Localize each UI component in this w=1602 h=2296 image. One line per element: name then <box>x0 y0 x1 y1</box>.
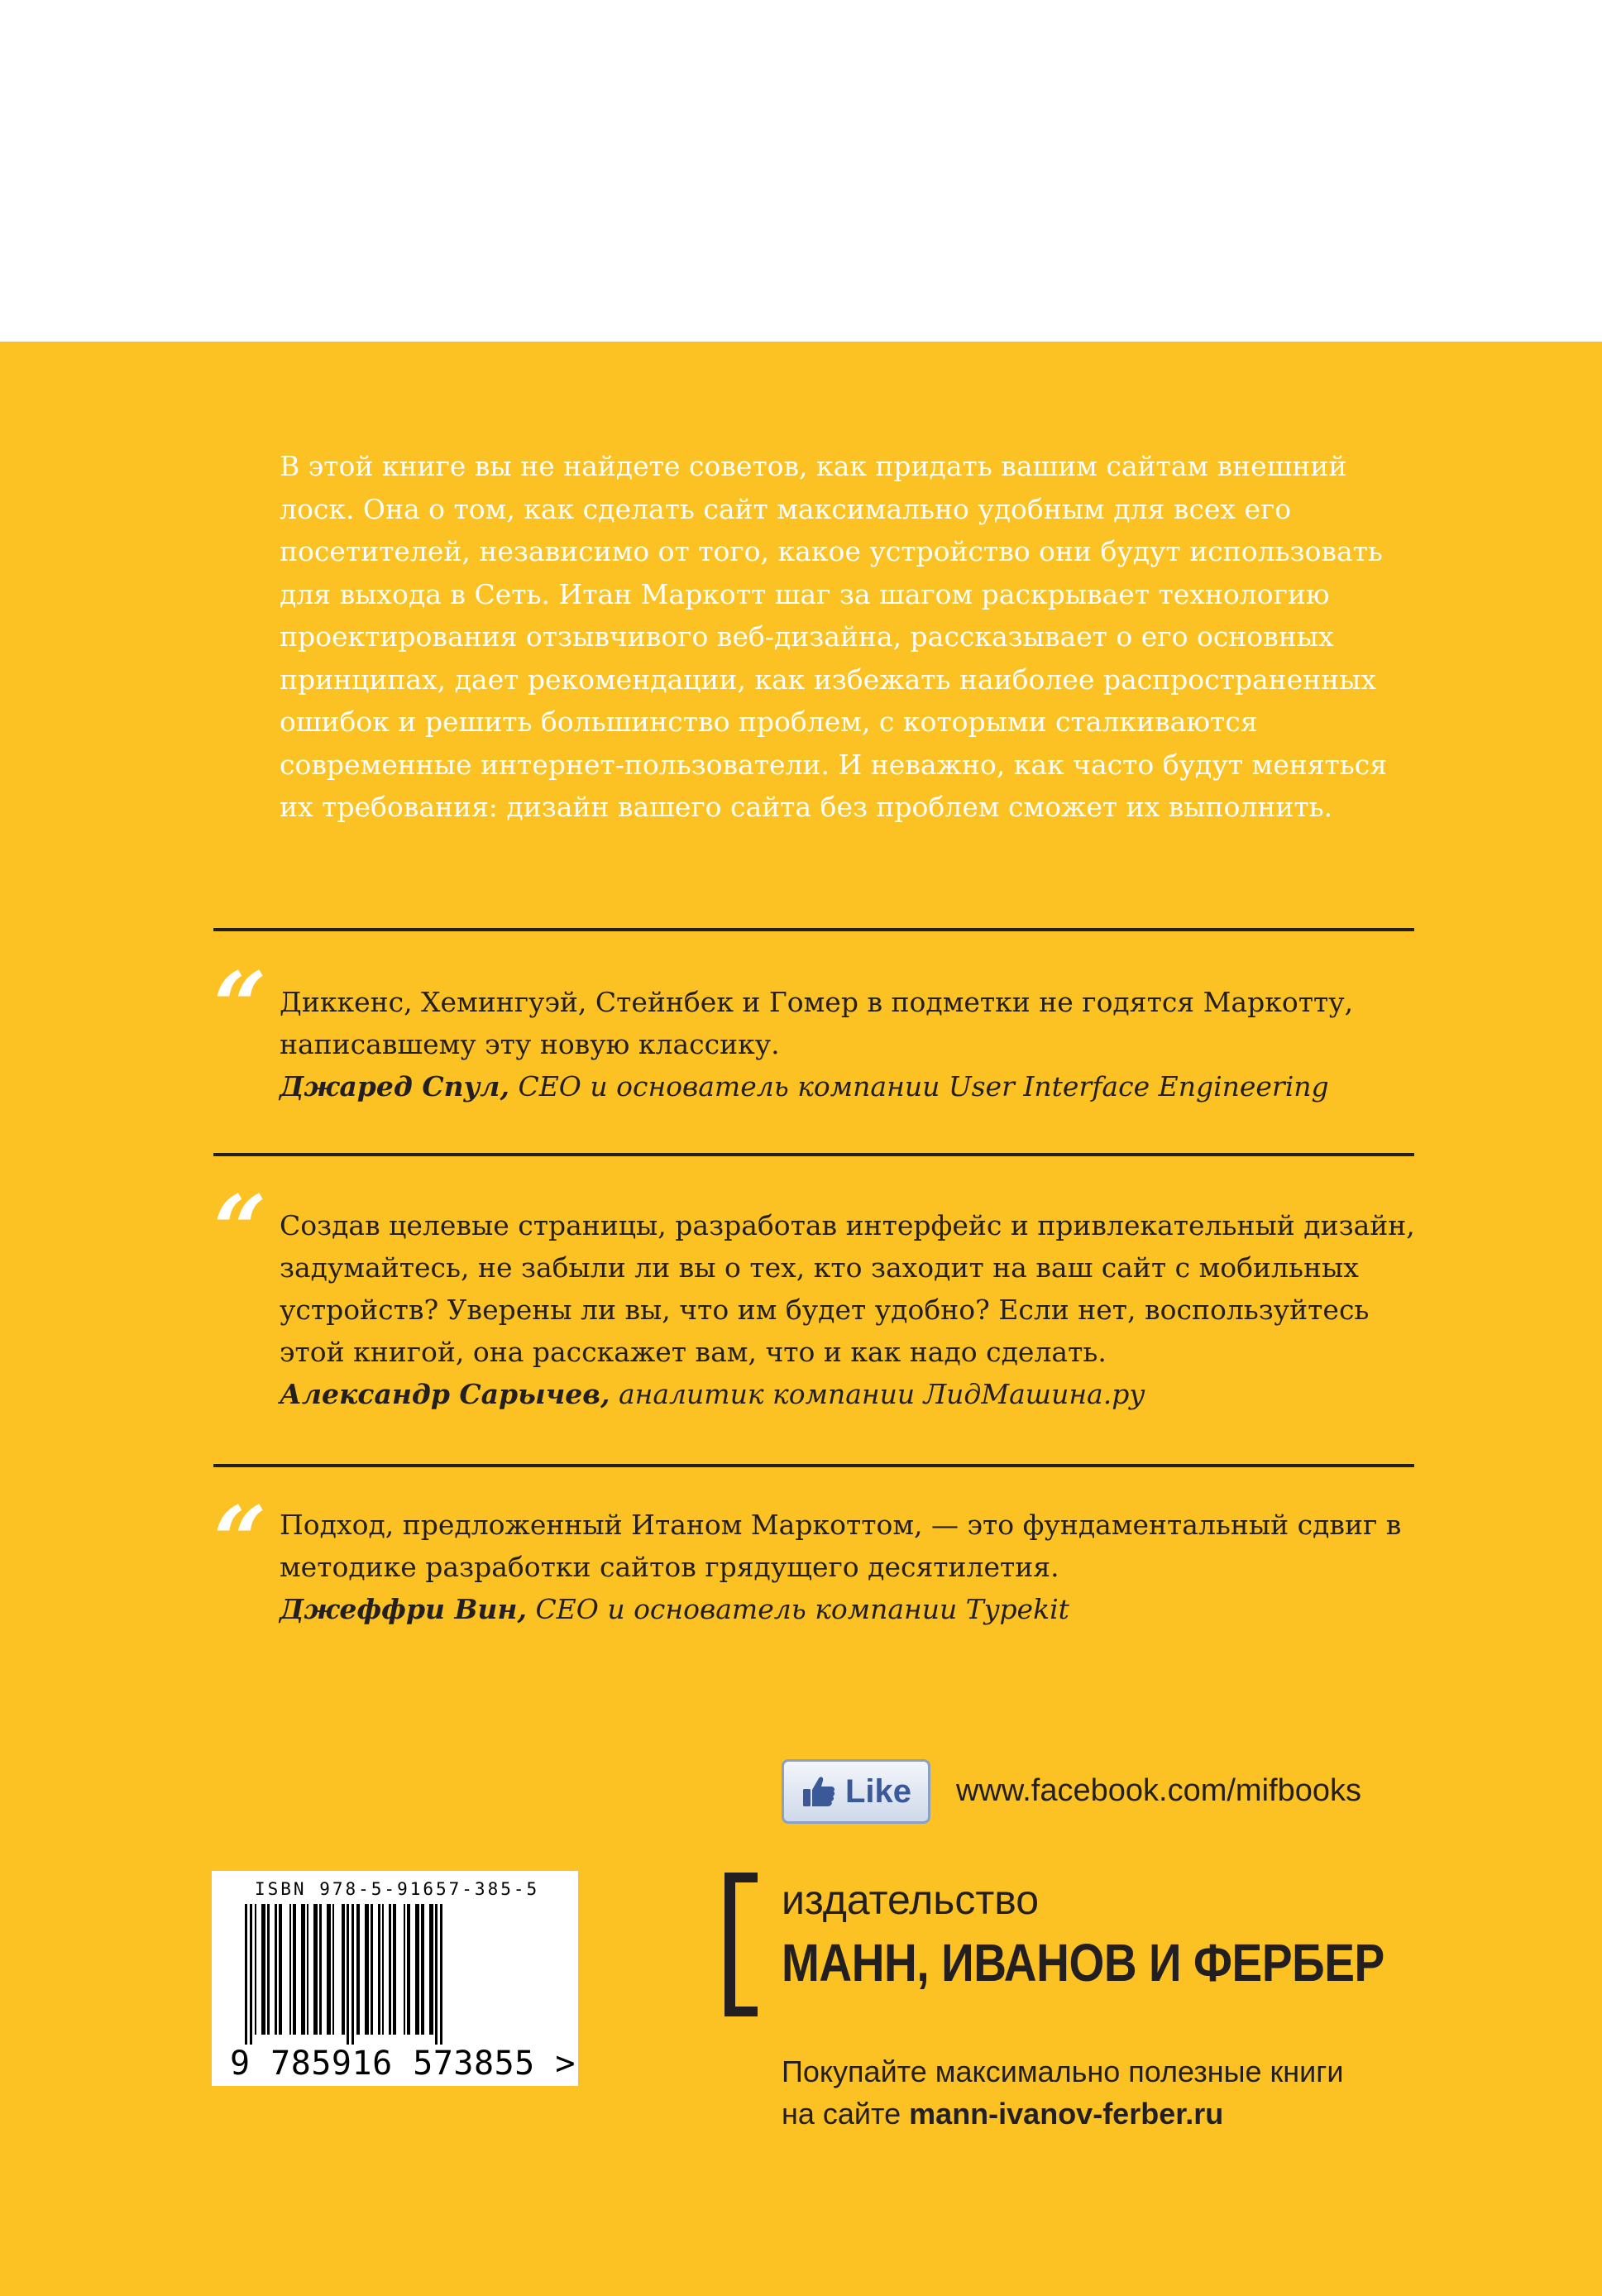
barcode-bar <box>389 1904 391 2035</box>
barcode-bar <box>440 1904 442 2045</box>
barcode-bar <box>365 1904 369 2035</box>
white-margin <box>0 0 1602 342</box>
publisher-site-link[interactable]: mann-ivanov-ferber.ru <box>909 2097 1224 2131</box>
barcode-bar <box>347 1904 349 2045</box>
barcode-bar <box>371 1904 373 2035</box>
review-author-role: CEO и основатель компании User Interface Engineering <box>518 1070 1329 1103</box>
review-author-role: аналитик компании ЛидМашина.ру <box>618 1378 1145 1410</box>
barcode-bar <box>275 1904 277 2035</box>
barcode-bar <box>289 1904 291 2035</box>
barcode-bar <box>415 1904 419 2035</box>
barcode-bar <box>327 1904 331 2035</box>
barcode-bar <box>255 1904 256 2035</box>
divider-line <box>213 1153 1414 1156</box>
isbn-barcode <box>212 1871 578 2086</box>
review-quote <box>280 1204 1421 1415</box>
barcode-bar <box>404 1904 405 2035</box>
bracket-logo <box>724 1873 758 2016</box>
barcode-bar <box>301 1904 305 2035</box>
barcode-bar <box>267 1904 270 2035</box>
barcode-bar <box>250 1904 252 2045</box>
barcode-bar <box>313 1904 318 2035</box>
facebook-url[interactable]: www.facebook.com/mifbooks <box>956 1773 1361 1808</box>
divider-line <box>213 1464 1414 1467</box>
barcode-bar <box>351 1904 354 2045</box>
barcode-bar <box>261 1904 265 2035</box>
barcode-bar <box>382 1904 384 2035</box>
facebook-like-button[interactable] <box>782 1759 930 1824</box>
quote-mark-icon: “ <box>213 953 267 1061</box>
review-author: Александр Сарычев, <box>280 1378 610 1410</box>
book-description: В этой книге вы не найдете советов, как придать вашим сайтам внешний лоск. Она о том, как сделать сайт максимально удобным для всех его посетителей, независимо от того, какое устройство они будут использовать для выхода в Сеть. Итан Маркотт шаг за шагом раскрывает технологию проектирования отзывчивого веб-дизайна, рассказывает о его основных принципах, дает рекомендации, как избежать наиболее распространенных ошибок и решить большинство проблем, с которыми сталкиваются современные интернет-пользователи. И неважно, как часто будут меняться их требования: дизайн вашего сайта без проблем сможет их выполнить. <box>280 450 1388 823</box>
review-attribution <box>280 1065 1421 1107</box>
quote-mark-icon: “ <box>213 1487 267 1595</box>
barcode-bar <box>307 1904 308 2035</box>
like-label: Like <box>844 1772 912 1810</box>
barcode-bar <box>421 1904 424 2035</box>
barcode-bar <box>407 1904 410 2035</box>
quote-mark-icon: “ <box>213 1176 267 1284</box>
review-author-role: CEO и основатель компании Typekit <box>535 1593 1069 1625</box>
buy-site-line <box>782 2097 1223 2131</box>
review-text: Диккенс, Хемингуэй, Стейнбек и Гомер в подметки не годятся Маркотту, написавшему эту новую классику. <box>280 986 1354 1060</box>
review-quote <box>280 1504 1421 1630</box>
barcode-bar <box>279 1904 282 2035</box>
barcode-bar <box>332 1904 334 2035</box>
review-author: Джаред Спул, <box>280 1070 509 1103</box>
barcode-bar <box>319 1904 322 2035</box>
publisher-name: МАНН, ИВАНОВ И ФЕРБЕР <box>782 1933 1384 1992</box>
isbn-number: ISBN 978-5-91657-385-5 <box>255 1879 540 1899</box>
barcode-bar <box>356 1904 360 2035</box>
barcode-bar <box>378 1904 380 2035</box>
review-quote <box>280 981 1421 1107</box>
review-text: Создав целевые страницы, разработав интерфейс и привлекательный дизайн, задумайтесь, не забыли ли вы о тех, кто заходит на ваш сайт с мобильных устройств? Уверены ли вы, что им будет удобно? Если нет, воспользуйтесь этой книгой, она расскажет вам, что и как надо сделать. <box>280 1209 1415 1368</box>
barcode-bar <box>245 1904 247 2045</box>
buy-prefix: на сайте <box>782 2097 901 2131</box>
barcode-bar <box>435 1904 438 2045</box>
review-attribution <box>280 1588 1421 1630</box>
buy-line: Покупайте максимально полезные книги <box>782 2054 1344 2088</box>
divider-line <box>213 928 1414 931</box>
barcode-bar <box>342 1904 345 2035</box>
publisher-label: издательство <box>782 1877 1040 1923</box>
barcode-bars <box>228 1904 543 2045</box>
barcode-bar <box>429 1904 433 2035</box>
review-attribution <box>280 1373 1421 1415</box>
review-author: Джеффри Вин, <box>280 1593 527 1625</box>
review-text: Подход, предложенный Итаном Маркоттом, — это фундаментальный сдвиг в методике разработки сайтов грядущего десятилетия. <box>280 1509 1402 1583</box>
barcode-bar <box>293 1904 296 2035</box>
barcode-bar <box>393 1904 396 2035</box>
thumbs-up-icon <box>801 1773 837 1810</box>
ean-digits: 9 785916 573855 > <box>230 2045 576 2083</box>
